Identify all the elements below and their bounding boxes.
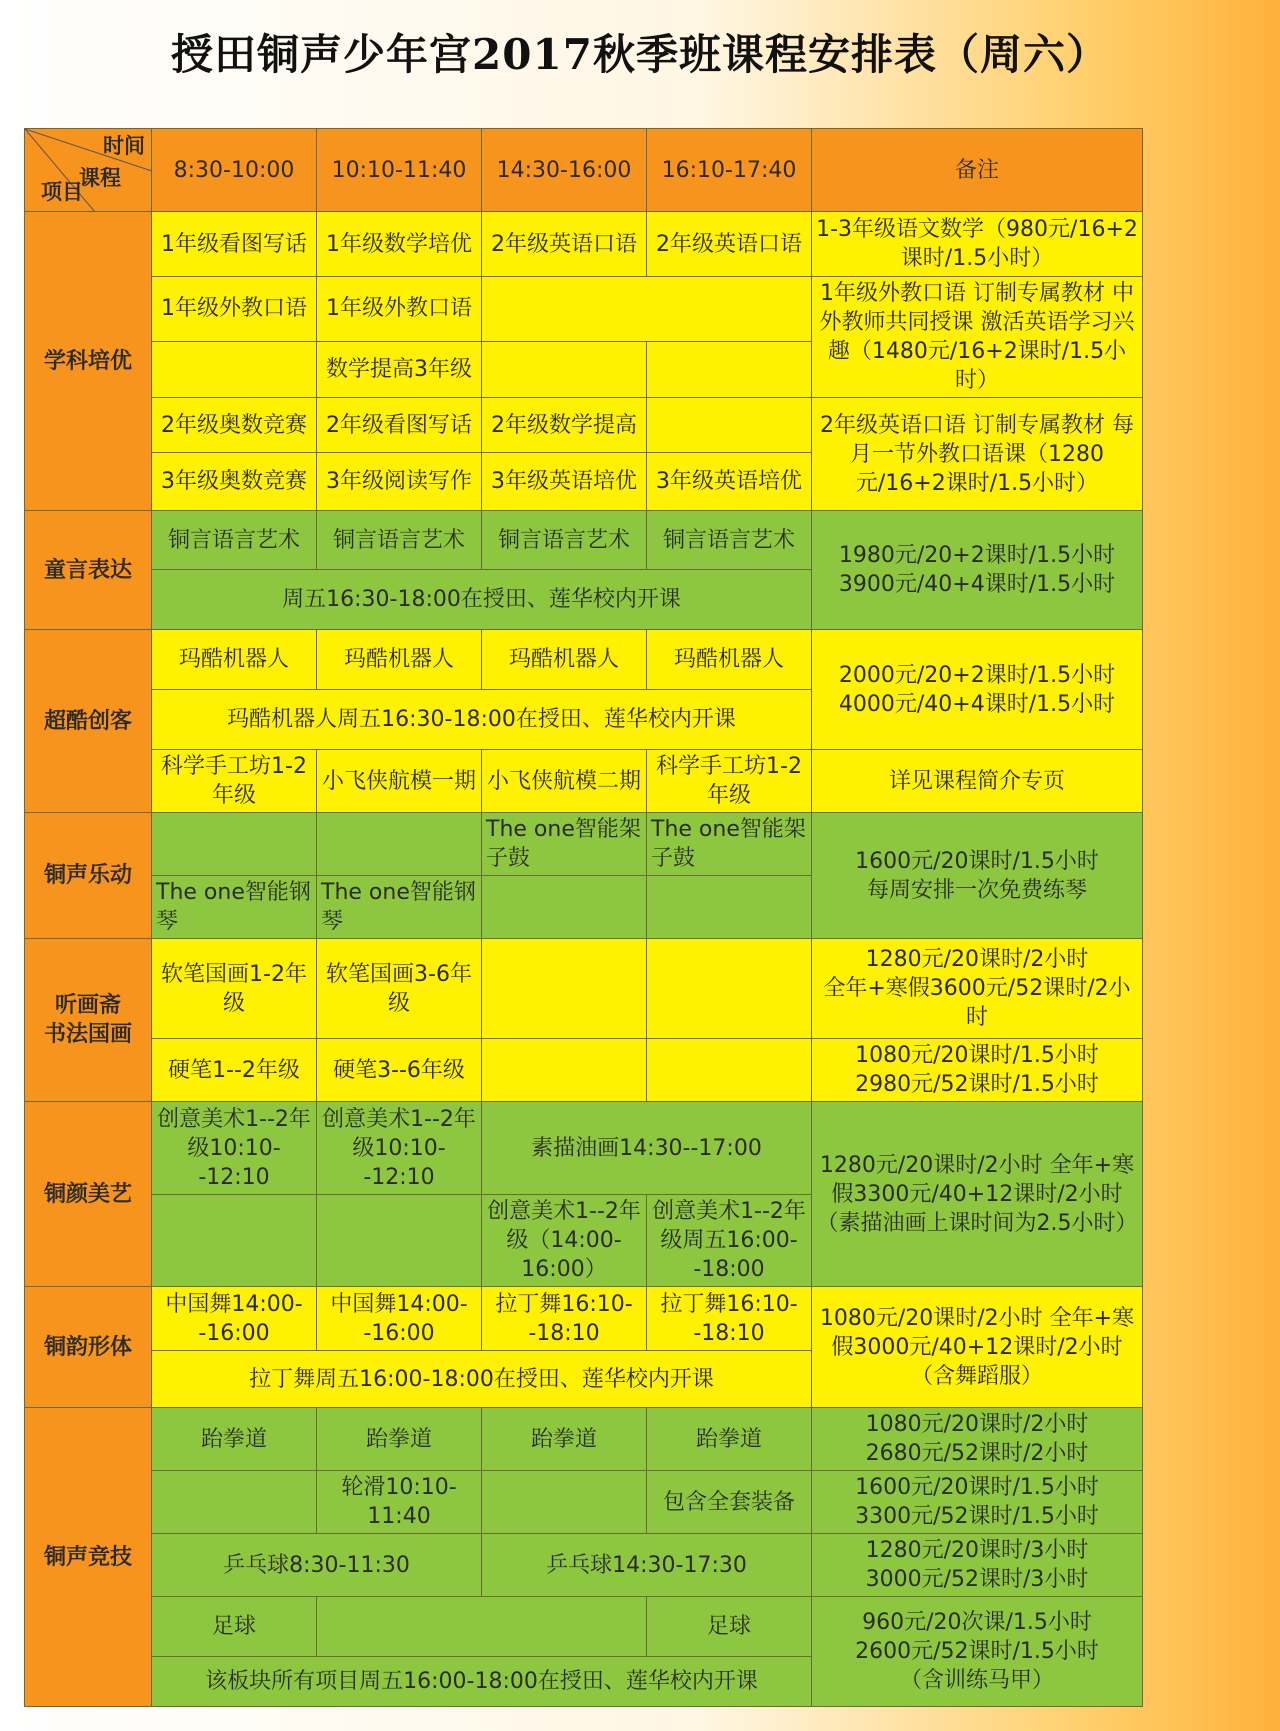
note-cell: 2年级英语口语 订制专属教材 每月一节外教口语课（1280元/16+2课时/1.5小时） bbox=[812, 398, 1143, 511]
empty-cell bbox=[482, 1039, 647, 1102]
header-corner-cell bbox=[25, 129, 152, 212]
course-cell: 拉丁舞16:10--18:10 bbox=[647, 1287, 812, 1351]
empty-cell bbox=[317, 1597, 647, 1657]
empty-cell bbox=[647, 1039, 812, 1102]
category-yuedong: 铜声乐动 bbox=[25, 813, 152, 939]
header-slot-1: 8:30-10:00 bbox=[152, 129, 317, 212]
course-cell: 硬笔3--6年级 bbox=[317, 1039, 482, 1102]
course-cell: 铜言语言艺术 bbox=[647, 511, 812, 570]
course-cell: 2年级英语口语 bbox=[647, 212, 812, 277]
course-cell: 包含全套装备 bbox=[647, 1471, 812, 1534]
empty-cell bbox=[647, 341, 812, 397]
category-meiyi: 铜颜美艺 bbox=[25, 1102, 152, 1287]
header-note: 备注 bbox=[812, 129, 1143, 212]
course-cell: 2年级奥数竞赛 bbox=[152, 398, 317, 453]
course-cell: 软笔国画3-6年级 bbox=[317, 939, 482, 1039]
course-cell: 1年级看图写话 bbox=[152, 212, 317, 277]
corner-label-item: 项目 bbox=[41, 180, 83, 204]
course-cell: 小飞侠航模二期 bbox=[482, 750, 647, 813]
course-cell-wide: 乒乓球8:30-11:30 bbox=[152, 1534, 482, 1597]
course-cell: 1年级外教口语 bbox=[152, 277, 317, 342]
course-cell: 硬笔1--2年级 bbox=[152, 1039, 317, 1102]
course-cell: 3年级奥数竞赛 bbox=[152, 453, 317, 511]
empty-cell bbox=[482, 939, 647, 1039]
course-cell: 小飞侠航模一期 bbox=[317, 750, 482, 813]
empty-cell bbox=[152, 341, 317, 397]
course-cell: 玛酷机器人 bbox=[317, 630, 482, 690]
note-cell: 1080元/20课时/2小时 全年+寒假3000元/40+12课时/2小时（含舞蹈服） bbox=[812, 1287, 1143, 1408]
note-cell: 1080元/20课时/1.5小时 2980元/52课时/1.5小时 bbox=[812, 1039, 1143, 1102]
header-slot-3: 14:30-16:00 bbox=[482, 129, 647, 212]
course-cell: 轮滑10:10-11:40 bbox=[317, 1471, 482, 1534]
course-cell: 铜言语言艺术 bbox=[317, 511, 482, 570]
note-cell: 1280元/20课时/3小时 3000元/52课时/3小时 bbox=[812, 1534, 1143, 1597]
course-cell: 1年级数学培优 bbox=[317, 212, 482, 277]
note-cell: 1-3年级语文数学（980元/16+2课时/1.5小时） bbox=[812, 212, 1143, 277]
course-cell: 玛酷机器人 bbox=[647, 630, 812, 690]
course-cell: 跆拳道 bbox=[647, 1408, 812, 1471]
header-slot-2: 10:10-11:40 bbox=[317, 129, 482, 212]
category-jingji: 铜声竞技 bbox=[25, 1408, 152, 1707]
course-cell: The one智能架子鼓 bbox=[482, 813, 647, 876]
course-cell-wide: 该板块所有项目周五16:00-18:00在授田、莲华校内开课 bbox=[152, 1657, 812, 1707]
course-cell: The one智能架子鼓 bbox=[647, 813, 812, 876]
corner-label-course: 课程 bbox=[79, 166, 121, 190]
course-cell-wide: 乒乓球14:30-17:30 bbox=[482, 1534, 812, 1597]
course-cell: 数学提高3年级 bbox=[317, 341, 482, 397]
category-tinghua: 听画斋 书法国画 bbox=[25, 939, 152, 1102]
course-cell-wide: 素描油画14:30--17:00 bbox=[482, 1102, 812, 1195]
course-cell: 2年级数学提高 bbox=[482, 398, 647, 453]
note-cell: 1600元/20课时/1.5小时 每周安排一次免费练琴 bbox=[812, 813, 1143, 939]
note-cell: 2000元/20+2课时/1.5小时 4000元/40+4课时/1.5小时 bbox=[812, 630, 1143, 750]
course-cell: 创意美术1--2年级10:10--12:10 bbox=[152, 1102, 317, 1195]
course-cell: 创意美术1--2年级周五16:00--18:00 bbox=[647, 1195, 812, 1287]
course-cell: 创意美术1--2年级10:10--12:10 bbox=[317, 1102, 482, 1195]
note-cell: 1280元/20课时/2小时 全年+寒假3600元/52课时/2小时 bbox=[812, 939, 1143, 1039]
empty-cell bbox=[482, 876, 647, 939]
course-cell-wide: 玛酷机器人周五16:30-18:00在授田、莲华校内开课 bbox=[152, 690, 812, 750]
empty-cell bbox=[152, 1195, 317, 1287]
category-tongyan: 童言表达 bbox=[25, 511, 152, 630]
header-slot-4: 16:10-17:40 bbox=[647, 129, 812, 212]
course-cell: 中国舞14:00--16:00 bbox=[152, 1287, 317, 1351]
course-cell: 跆拳道 bbox=[482, 1408, 647, 1471]
course-cell: 创意美术1--2年级（14:00-16:00） bbox=[482, 1195, 647, 1287]
course-cell: 拉丁舞16:10--18:10 bbox=[482, 1287, 647, 1351]
course-cell: 3年级英语培优 bbox=[647, 453, 812, 511]
note-cell: 详见课程简介专页 bbox=[812, 750, 1143, 813]
course-cell: 跆拳道 bbox=[317, 1408, 482, 1471]
course-cell: 1年级外教口语 bbox=[317, 277, 482, 342]
course-cell: 科学手工坊1-2年级 bbox=[647, 750, 812, 813]
note-cell: 1980元/20+2课时/1.5小时 3900元/40+4课时/1.5小时 bbox=[812, 511, 1143, 630]
empty-cell bbox=[647, 398, 812, 453]
empty-cell bbox=[317, 1195, 482, 1287]
course-cell: 足球 bbox=[647, 1597, 812, 1657]
course-cell: 2年级看图写话 bbox=[317, 398, 482, 453]
category-xingti: 铜韵形体 bbox=[25, 1287, 152, 1408]
course-cell: 3年级英语培优 bbox=[482, 453, 647, 511]
schedule-table bbox=[24, 128, 1143, 1707]
note-cell: 1年级外教口语 订制专属教材 中外教师共同授课 激活英语学习兴趣（1480元/16+2课时/1.5小时） bbox=[812, 277, 1143, 398]
empty-cell bbox=[482, 341, 647, 397]
empty-cell bbox=[482, 277, 812, 342]
empty-cell bbox=[647, 876, 812, 939]
corner-label-time: 时间 bbox=[103, 134, 145, 158]
course-cell: 玛酷机器人 bbox=[152, 630, 317, 690]
course-cell: 中国舞14:00--16:00 bbox=[317, 1287, 482, 1351]
course-cell-wide: 周五16:30-18:00在授田、莲华校内开课 bbox=[152, 570, 812, 630]
course-cell: 玛酷机器人 bbox=[482, 630, 647, 690]
empty-cell bbox=[317, 813, 482, 876]
course-cell: 软笔国画1-2年级 bbox=[152, 939, 317, 1039]
course-cell-wide: 拉丁舞周五16:00-18:00在授田、莲华校内开课 bbox=[152, 1351, 812, 1408]
page-title: 授田铜声少年宫2017秋季班课程安排表（周六） bbox=[171, 30, 1109, 79]
course-cell: The one智能钢琴 bbox=[317, 876, 482, 939]
empty-cell bbox=[647, 939, 812, 1039]
note-cell: 1600元/20课时/1.5小时 3300元/52课时/1.5小时 bbox=[812, 1471, 1143, 1534]
course-cell: 3年级阅读写作 bbox=[317, 453, 482, 511]
course-cell: 足球 bbox=[152, 1597, 317, 1657]
note-cell: 1280元/20课时/2小时 全年+寒假3300元/40+12课时/2小时（素描油画上课时间为2.5小时） bbox=[812, 1102, 1143, 1287]
category-chaoku: 超酷创客 bbox=[25, 630, 152, 813]
empty-cell bbox=[152, 1471, 317, 1534]
course-cell: 科学手工坊1-2年级 bbox=[152, 750, 317, 813]
course-cell: 跆拳道 bbox=[152, 1408, 317, 1471]
course-cell: 铜言语言艺术 bbox=[152, 511, 317, 570]
course-cell: The one智能钢琴 bbox=[152, 876, 317, 939]
note-cell: 1080元/20课时/2小时 2680元/52课时/2小时 bbox=[812, 1408, 1143, 1471]
note-cell: 960元/20次课/1.5小时 2600元/52课时/1.5小时 （含训练马甲） bbox=[812, 1597, 1143, 1707]
course-cell: 铜言语言艺术 bbox=[482, 511, 647, 570]
course-cell: 2年级英语口语 bbox=[482, 212, 647, 277]
category-xueke: 学科培优 bbox=[25, 212, 152, 511]
empty-cell bbox=[152, 813, 317, 876]
empty-cell bbox=[482, 1471, 647, 1534]
